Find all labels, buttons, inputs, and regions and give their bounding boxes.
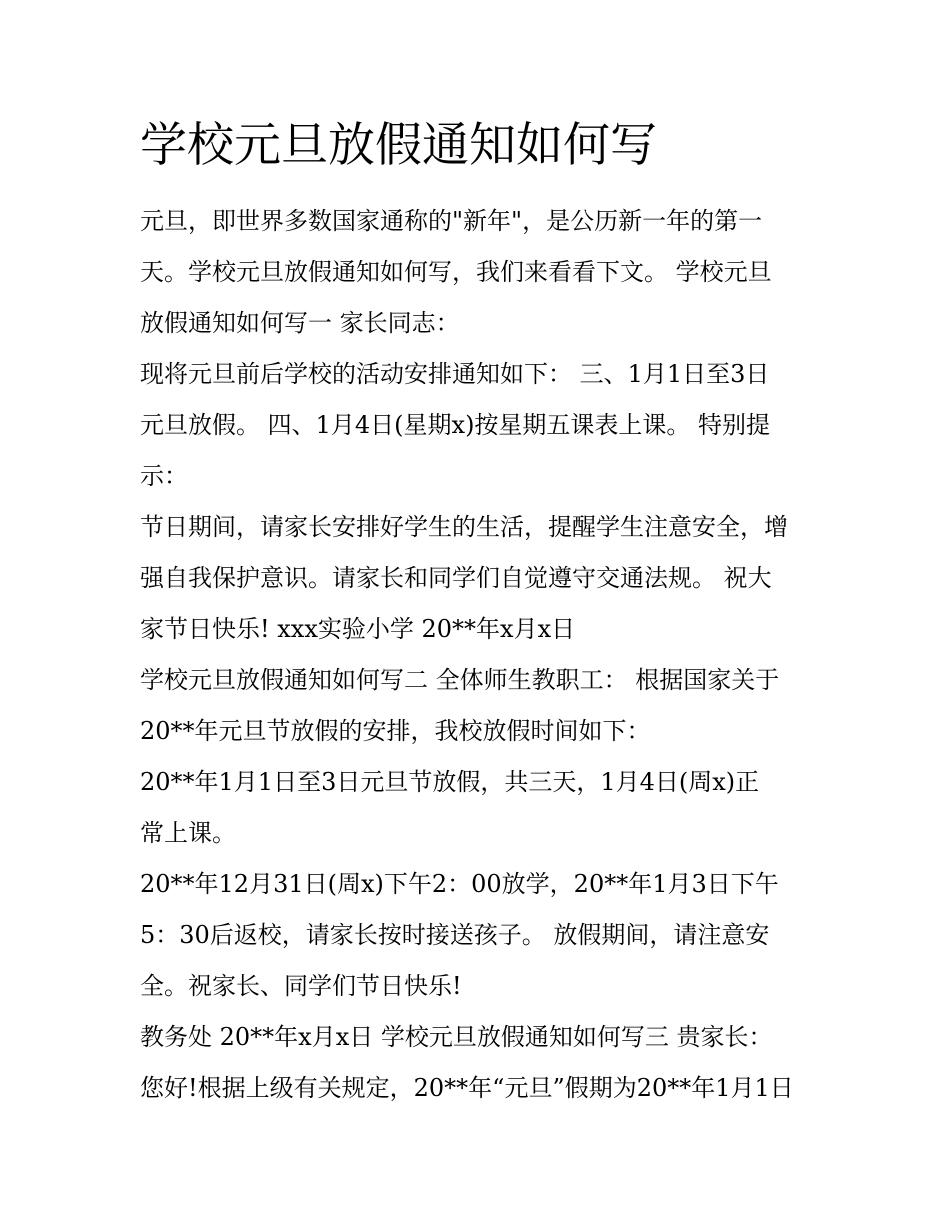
body-line: 元旦放假。 四、1月4日(星期x)按星期五课表上课。 特别提 bbox=[140, 411, 771, 439]
body-line: 放假通知如何写一 家长同志： bbox=[140, 309, 460, 337]
body-line: 教务处 20**年x月x日 学校元旦放假通知如何写三 贵家长： bbox=[140, 1023, 773, 1051]
body-line: 20**年元旦节放假的安排，我校放假时间如下： bbox=[140, 717, 651, 745]
body-line: 20**年12月31日(周x)下午2：00放学，20**年1月3日下午 bbox=[140, 870, 779, 898]
body-line: 全。祝家长、同学们节日快乐! bbox=[140, 972, 462, 1000]
body-line: 5：30后返校，请家长按时接送孩子。 放假期间，请注意安 bbox=[140, 921, 770, 949]
document-title: 学校元旦放假通知如何写 bbox=[140, 118, 657, 173]
body-line: 20**年1月1日至3日元旦节放假，共三天，1月4日(周x)正 bbox=[140, 768, 760, 796]
body-line: 学校元旦放假通知如何写二 全体师生教职工： 根据国家关于 bbox=[140, 666, 780, 694]
body-line: 示： bbox=[140, 462, 188, 490]
body-line: 节日期间，请家长安排好学生的生活，提醒学生注意安全，增 bbox=[140, 513, 788, 541]
body-line: 常上课。 bbox=[140, 819, 236, 847]
body-line: 家节日快乐! xxx实验小学 20**年x月x日 bbox=[140, 615, 576, 643]
body-line: 天。学校元旦放假通知如何写，我们来看看下文。 学校元旦 bbox=[140, 258, 772, 286]
body-line: 强自我保护意识。请家长和同学们自觉遵守交通法规。 祝大 bbox=[140, 564, 772, 592]
body-line: 现将元旦前后学校的活动安排通知如下： 三、1月1日至3日 bbox=[140, 360, 770, 388]
document-body bbox=[140, 196, 840, 1114]
body-line: 您好!根据上级有关规定，20**年“元旦”假期为20**年1月1日 bbox=[140, 1074, 794, 1102]
body-line: 元旦，即世界多数国家通称的"新年"，是公历新一年的第一 bbox=[140, 207, 763, 235]
